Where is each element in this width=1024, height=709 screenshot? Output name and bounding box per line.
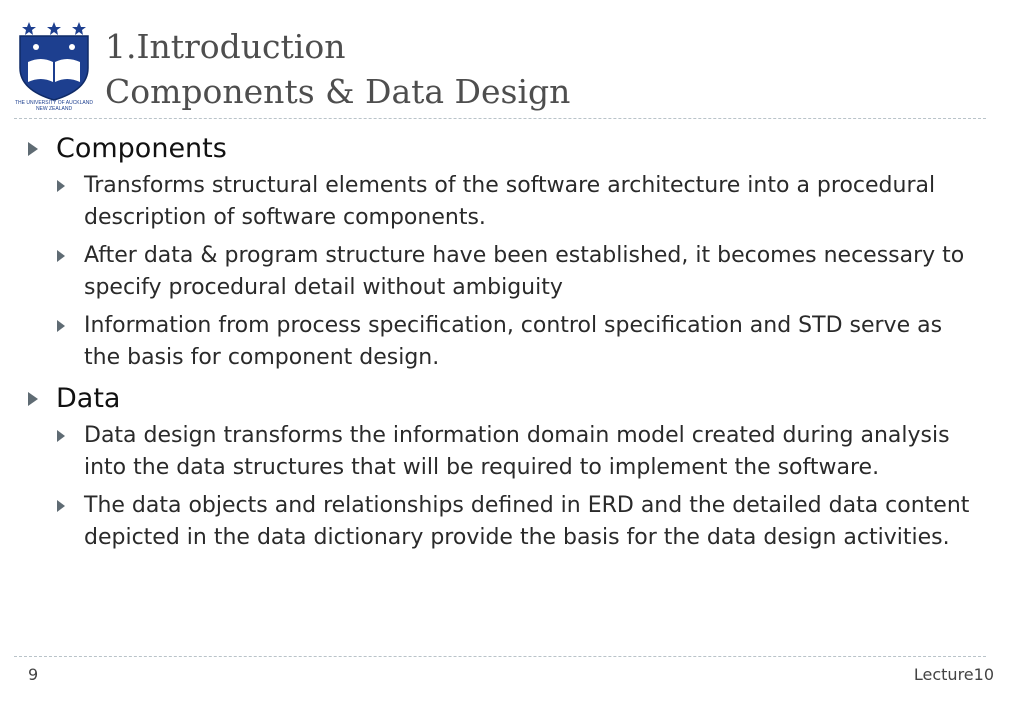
triangle-bullet-icon	[57, 240, 65, 262]
slide-body	[28, 130, 978, 554]
logo-caption: THE UNIVERSITY OF AUCKLAND NEW ZEALAND	[15, 100, 93, 112]
triangle-bullet-icon	[57, 420, 65, 442]
footer-label: Lecture10	[913, 665, 994, 684]
list-item	[28, 490, 978, 554]
footer-divider	[14, 656, 986, 657]
list-item-text: Transforms structural elements of the software architecture into a procedural description of software components.	[84, 173, 936, 230]
list-item-text: After data & program structure have been established, it becomes necessary to specify procedural detail without ambiguity	[84, 243, 965, 300]
list-item	[28, 170, 978, 234]
section-heading-text: Components	[56, 133, 227, 164]
university-logo	[14, 20, 94, 112]
section-data	[28, 380, 978, 554]
triangle-bullet-icon	[28, 130, 38, 156]
header-divider	[14, 118, 986, 119]
list-item	[28, 310, 978, 374]
section-heading	[28, 380, 978, 418]
triangle-bullet-icon	[28, 380, 38, 406]
slide-title	[105, 24, 570, 114]
triangle-bullet-icon	[57, 310, 65, 332]
list-item	[28, 240, 978, 304]
triangle-bullet-icon	[57, 490, 65, 512]
section-components	[28, 130, 978, 374]
slide-title-line1: 1.Introduction	[105, 27, 346, 66]
section-heading	[28, 130, 978, 168]
list-item-text: Information from process specification, control specification and STD serve as the basis for component design.	[84, 313, 943, 370]
list-item-text: Data design transforms the information domain model created during analysis into the data structures that will be required to implement the software.	[84, 423, 950, 480]
slide-title-line2: Components & Data Design	[105, 72, 571, 111]
list-item-text: The data objects and relationships defined in ERD and the detailed data content depicted in the data dictionary provide the basis for the data design activities.	[84, 493, 970, 550]
university-crest-icon	[14, 20, 94, 112]
list-item	[28, 420, 978, 484]
triangle-bullet-icon	[57, 170, 65, 192]
section-heading-text: Data	[56, 383, 121, 414]
page-number: 9	[28, 665, 39, 684]
